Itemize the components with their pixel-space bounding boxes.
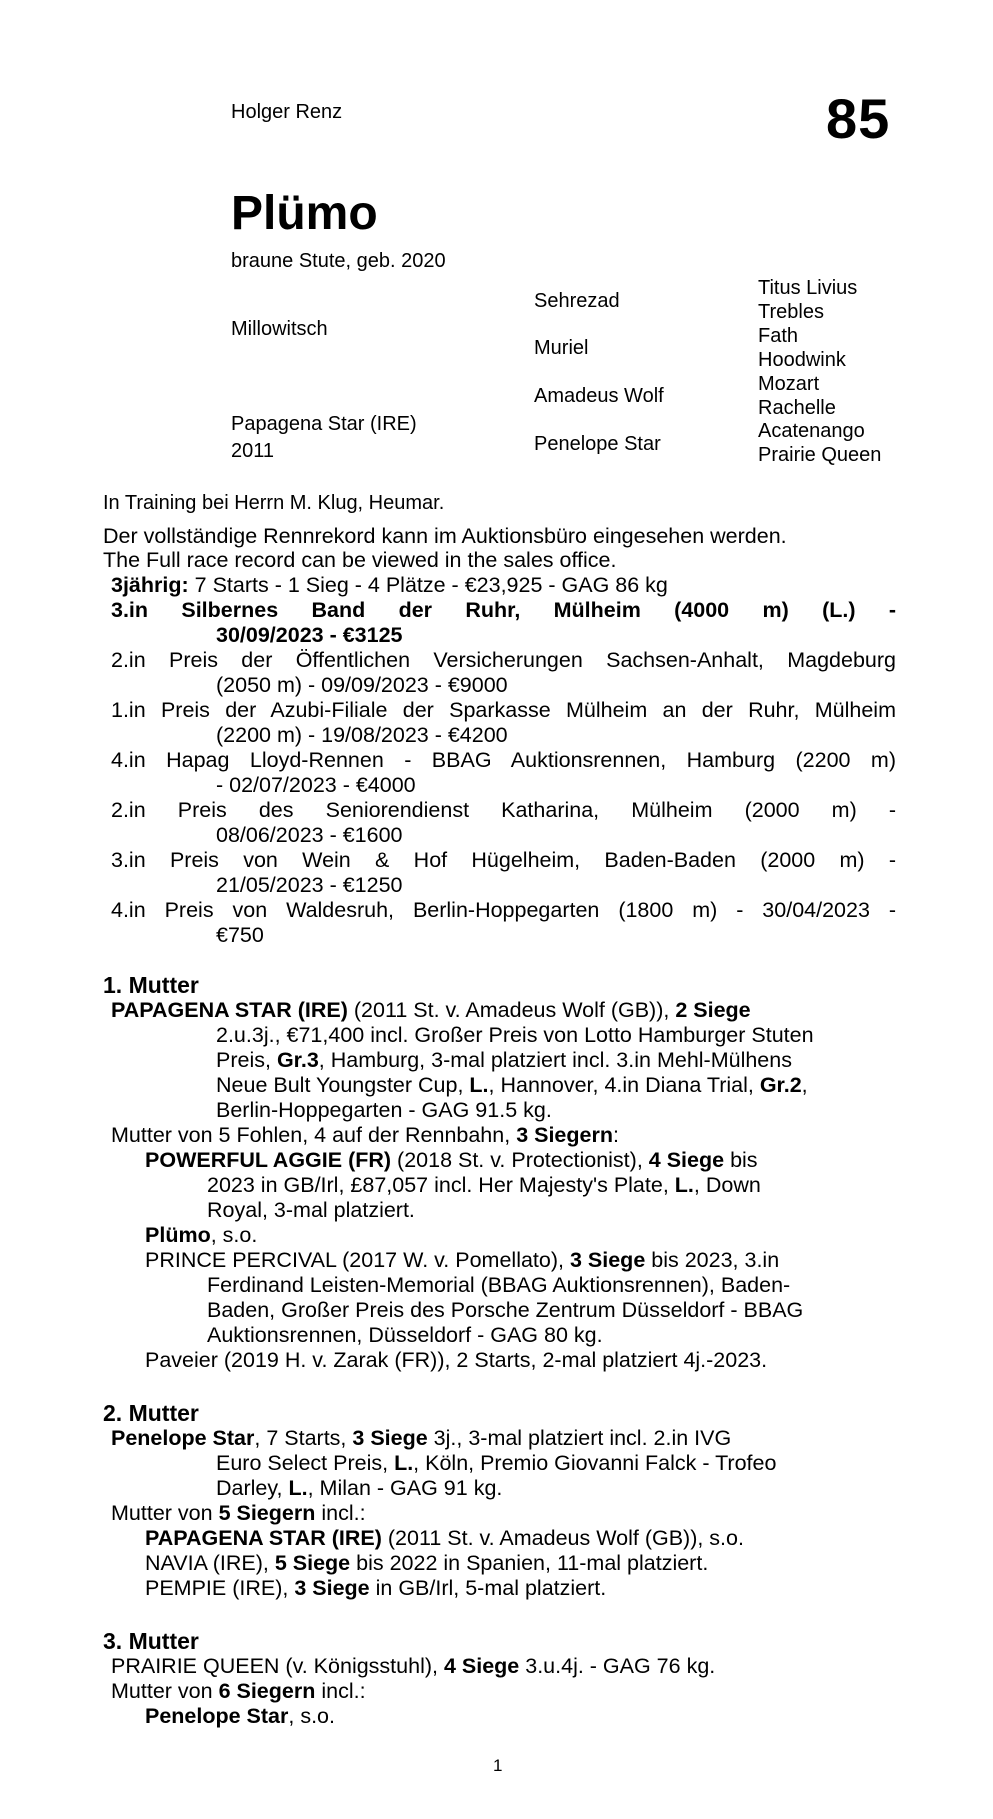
pedigree-gen2: Penelope Star <box>534 433 661 455</box>
text: (2018 St. v. Protectionist), <box>397 1148 643 1172</box>
race-line: 3.in Silbernes Band der Ruhr, Mülheim (4000 m) (L.) - <box>111 598 896 622</box>
race-line: (2200 m) - 19/08/2023 - €4200 <box>216 723 508 747</box>
pedigree-gen3: Rachelle <box>758 397 836 419</box>
foal-entry <box>145 1148 758 1173</box>
dam1-pedigree: (2011 St. v. Amadeus Wolf (GB)), <box>353 998 670 1022</box>
pedigree-gen3: Titus Livius <box>758 277 858 299</box>
text: bis 2023, 3.in <box>651 1248 780 1272</box>
summary-label: 3jährig: <box>111 573 189 597</box>
race-line: €750 <box>216 923 264 947</box>
race-line: 2.in Preis des Seniorendienst Katharina, Mülheim (2000 m) - <box>111 798 896 822</box>
pedigree-dam: Papagena Star (IRE) <box>231 413 417 435</box>
text: 2023 in GB/Irl, £87,057 incl. Her Majesty's Plate, <box>207 1173 669 1197</box>
race-entry <box>111 848 896 898</box>
listed-label: L. <box>674 1173 694 1197</box>
race-entry <box>111 798 896 848</box>
foal-detail-line: Baden, Großer Preis des Porsche Zentrum Düsseldorf - BBAG <box>207 1298 804 1322</box>
foal-wins: 5 Siege <box>274 1551 351 1575</box>
foal-entry <box>145 1551 708 1576</box>
dam2-entry-line <box>111 1426 731 1451</box>
dam1-detail-line: Berlin-Hoppegarten - GAG 91.5 kg. <box>216 1098 552 1122</box>
foal-entry <box>145 1576 606 1601</box>
dam1-detail-line: 2.u.3j., €71,400 incl. Großer Preis von Lotto Hamburger Stuten <box>216 1023 814 1047</box>
text: PRINCE PERCIVAL (2017 W. v. Pomellato), <box>145 1248 564 1272</box>
dam1-heading: 1. Mutter <box>103 972 199 998</box>
dam3-produce <box>111 1679 366 1704</box>
vendor-name: Holger Renz <box>231 101 343 123</box>
pedigree-gen2: Muriel <box>534 337 589 359</box>
dam3-wins: 4 Siege <box>443 1654 520 1678</box>
pedigree-gen3: Prairie Queen <box>758 444 882 466</box>
text: , Milan - GAG 91 kg. <box>307 1476 503 1500</box>
race-entry <box>111 648 896 698</box>
group-label: Gr.2 <box>759 1073 802 1097</box>
foal-entry <box>145 1526 744 1551</box>
text: PEMPIE (IRE), <box>145 1576 289 1600</box>
dam3-entry-line <box>111 1654 715 1679</box>
foal-name: Penelope Star <box>145 1704 289 1728</box>
foal-entry <box>145 1248 779 1273</box>
text: PRAIRIE QUEEN (v. Königsstuhl), <box>111 1654 438 1678</box>
career-summary <box>111 573 668 598</box>
text: 3.u.4j. - GAG 76 kg. <box>525 1654 716 1678</box>
page-number: 1 <box>493 1756 503 1775</box>
race-line: - 02/07/2023 - €4000 <box>216 773 416 797</box>
dam1-produce <box>111 1123 619 1148</box>
text: Neue Bult Youngster Cup, <box>216 1073 464 1097</box>
horse-name: Plümo <box>231 187 378 240</box>
race-line: 1.in Preis der Azubi-Filiale der Sparkasse Mülheim an der Ruhr, Mülheim <box>111 698 896 722</box>
foal-name: POWERFUL AGGIE (FR) <box>145 1148 392 1172</box>
race-line: 4.in Preis von Waldesruh, Berlin-Hoppegarten (1800 m) - 30/04/2023 - <box>111 898 896 922</box>
dam2-produce <box>111 1501 366 1526</box>
text: , Down <box>693 1173 761 1197</box>
text: : <box>612 1123 619 1147</box>
dam1-detail-line <box>216 1048 792 1073</box>
foal-entry <box>145 1704 335 1729</box>
dam2-wins: 3 Siege <box>352 1426 428 1450</box>
race-entry <box>111 598 896 648</box>
text: Preis, <box>216 1048 271 1072</box>
listed-label: L. <box>469 1073 489 1097</box>
text: , <box>801 1073 808 1097</box>
dam2-detail-line <box>216 1476 502 1501</box>
text: NAVIA (IRE), <box>145 1551 269 1575</box>
pedigree-gen3: Trebles <box>758 301 824 323</box>
winners-count: 5 Siegern <box>218 1501 316 1525</box>
dam3-heading: 3. Mutter <box>103 1628 199 1654</box>
foal-wins: 3 Siege <box>569 1248 646 1272</box>
foal-entry <box>145 1223 257 1248</box>
text: , Hamburg, 3-mal platziert incl. 3.in Mehl-Mülhens <box>318 1048 792 1072</box>
text: in GB/Irl, 5-mal platziert. <box>375 1576 607 1600</box>
record-note-en: The Full race record can be viewed in the sales office. <box>103 548 617 572</box>
foal-name: PAPAGENA STAR (IRE) <box>145 1526 382 1550</box>
record-note-de: Der vollständige Rennrekord kann im Auktionsbüro eingesehen werden. <box>103 524 787 548</box>
foal-name: Plümo <box>145 1223 211 1247</box>
text: , Hannover, 4.in Diana Trial, <box>488 1073 754 1097</box>
lot-number: 85 <box>826 87 891 150</box>
pedigree-gen2: Amadeus Wolf <box>534 385 664 407</box>
race-line: 08/06/2023 - €1600 <box>216 823 403 847</box>
dam1-wins: 2 Siege <box>675 998 751 1022</box>
foal-detail-line: Royal, 3-mal platziert. <box>207 1198 415 1222</box>
text: Mutter von <box>111 1679 213 1703</box>
dam2-name: Penelope Star <box>111 1426 255 1450</box>
listed-label: L. <box>394 1451 414 1475</box>
dam2-heading: 2. Mutter <box>103 1400 199 1426</box>
text: (2011 St. v. Amadeus Wolf (GB)), s.o. <box>387 1526 744 1550</box>
foal-entry: Paveier (2019 H. v. Zarak (FR)), 2 Starts, 2-mal platziert 4j.-2023. <box>145 1348 768 1372</box>
pedigree-gen3: Fath <box>758 325 799 347</box>
race-line: (2050 m) - 09/09/2023 - €9000 <box>216 673 508 697</box>
group-label: Gr.3 <box>276 1048 319 1072</box>
pedigree-sire: Millowitsch <box>231 318 328 340</box>
pedigree-gen3: Mozart <box>758 373 820 395</box>
text: , 7 Starts, <box>254 1426 347 1450</box>
pedigree-gen3: Acatenango <box>758 420 865 442</box>
winners-count: 6 Siegern <box>218 1679 316 1703</box>
text: Euro Select Preis, <box>216 1451 389 1475</box>
text: incl.: <box>321 1501 366 1525</box>
foal-wins: 4 Siege <box>648 1148 725 1172</box>
race-entry <box>111 698 896 748</box>
pedigree-gen3: Hoodwink <box>758 349 846 371</box>
text: Darley, <box>216 1476 283 1500</box>
foal-wins: 3 Siege <box>294 1576 370 1600</box>
race-entry <box>111 748 896 798</box>
text: , Köln, Premio Giovanni Falck - Trofeo <box>413 1451 777 1475</box>
text: , s.o. <box>210 1223 258 1247</box>
text: Mutter von 5 Fohlen, 4 auf der Rennbahn, <box>111 1123 511 1147</box>
dam1-detail-line <box>216 1073 808 1098</box>
winners-count: 3 Siegern <box>516 1123 613 1147</box>
horse-description: braune Stute, geb. 2020 <box>231 250 446 272</box>
text: bis <box>730 1148 758 1172</box>
text: incl.: <box>321 1679 366 1703</box>
race-line: 30/09/2023 - €3125 <box>216 623 403 647</box>
listed-label: L. <box>288 1476 308 1500</box>
race-entry <box>111 898 896 948</box>
dam1-name: PAPAGENA STAR (IRE) <box>111 998 348 1022</box>
race-line: 4.in Hapag Lloyd-Rennen - BBAG Auktionsrennen, Hamburg (2200 m) <box>111 748 896 772</box>
summary-text: 7 Starts - 1 Sieg - 4 Plätze - €23,925 - GAG 86 kg <box>194 573 668 597</box>
pedigree-gen2: Sehrezad <box>534 290 620 312</box>
dam1-entry-line <box>111 998 751 1023</box>
race-line: 2.in Preis der Öffentlichen Versicherungen Sachsen-Anhalt, Magdeburg <box>111 648 896 672</box>
race-line: 3.in Preis von Wein & Hof Hügelheim, Baden-Baden (2000 m) - <box>111 848 896 872</box>
text: Mutter von <box>111 1501 213 1525</box>
text: bis 2022 in Spanien, 11-mal platziert. <box>356 1551 709 1575</box>
race-line: 21/05/2023 - €1250 <box>216 873 403 897</box>
text: , s.o. <box>288 1704 335 1728</box>
dam2-detail-line <box>216 1451 776 1476</box>
foal-detail-line: Ferdinand Leisten-Memorial (BBAG Auktionsrennen), Baden- <box>207 1273 791 1297</box>
foal-detail-line: Auktionsrennen, Düsseldorf - GAG 80 kg. <box>207 1323 603 1347</box>
pedigree-dam-year: 2011 <box>231 440 275 462</box>
foal-detail-line <box>207 1173 761 1198</box>
text: 3j., 3-mal platziert incl. 2.in IVG <box>433 1426 732 1450</box>
training-note: In Training bei Herrn M. Klug, Heumar. <box>103 492 445 514</box>
